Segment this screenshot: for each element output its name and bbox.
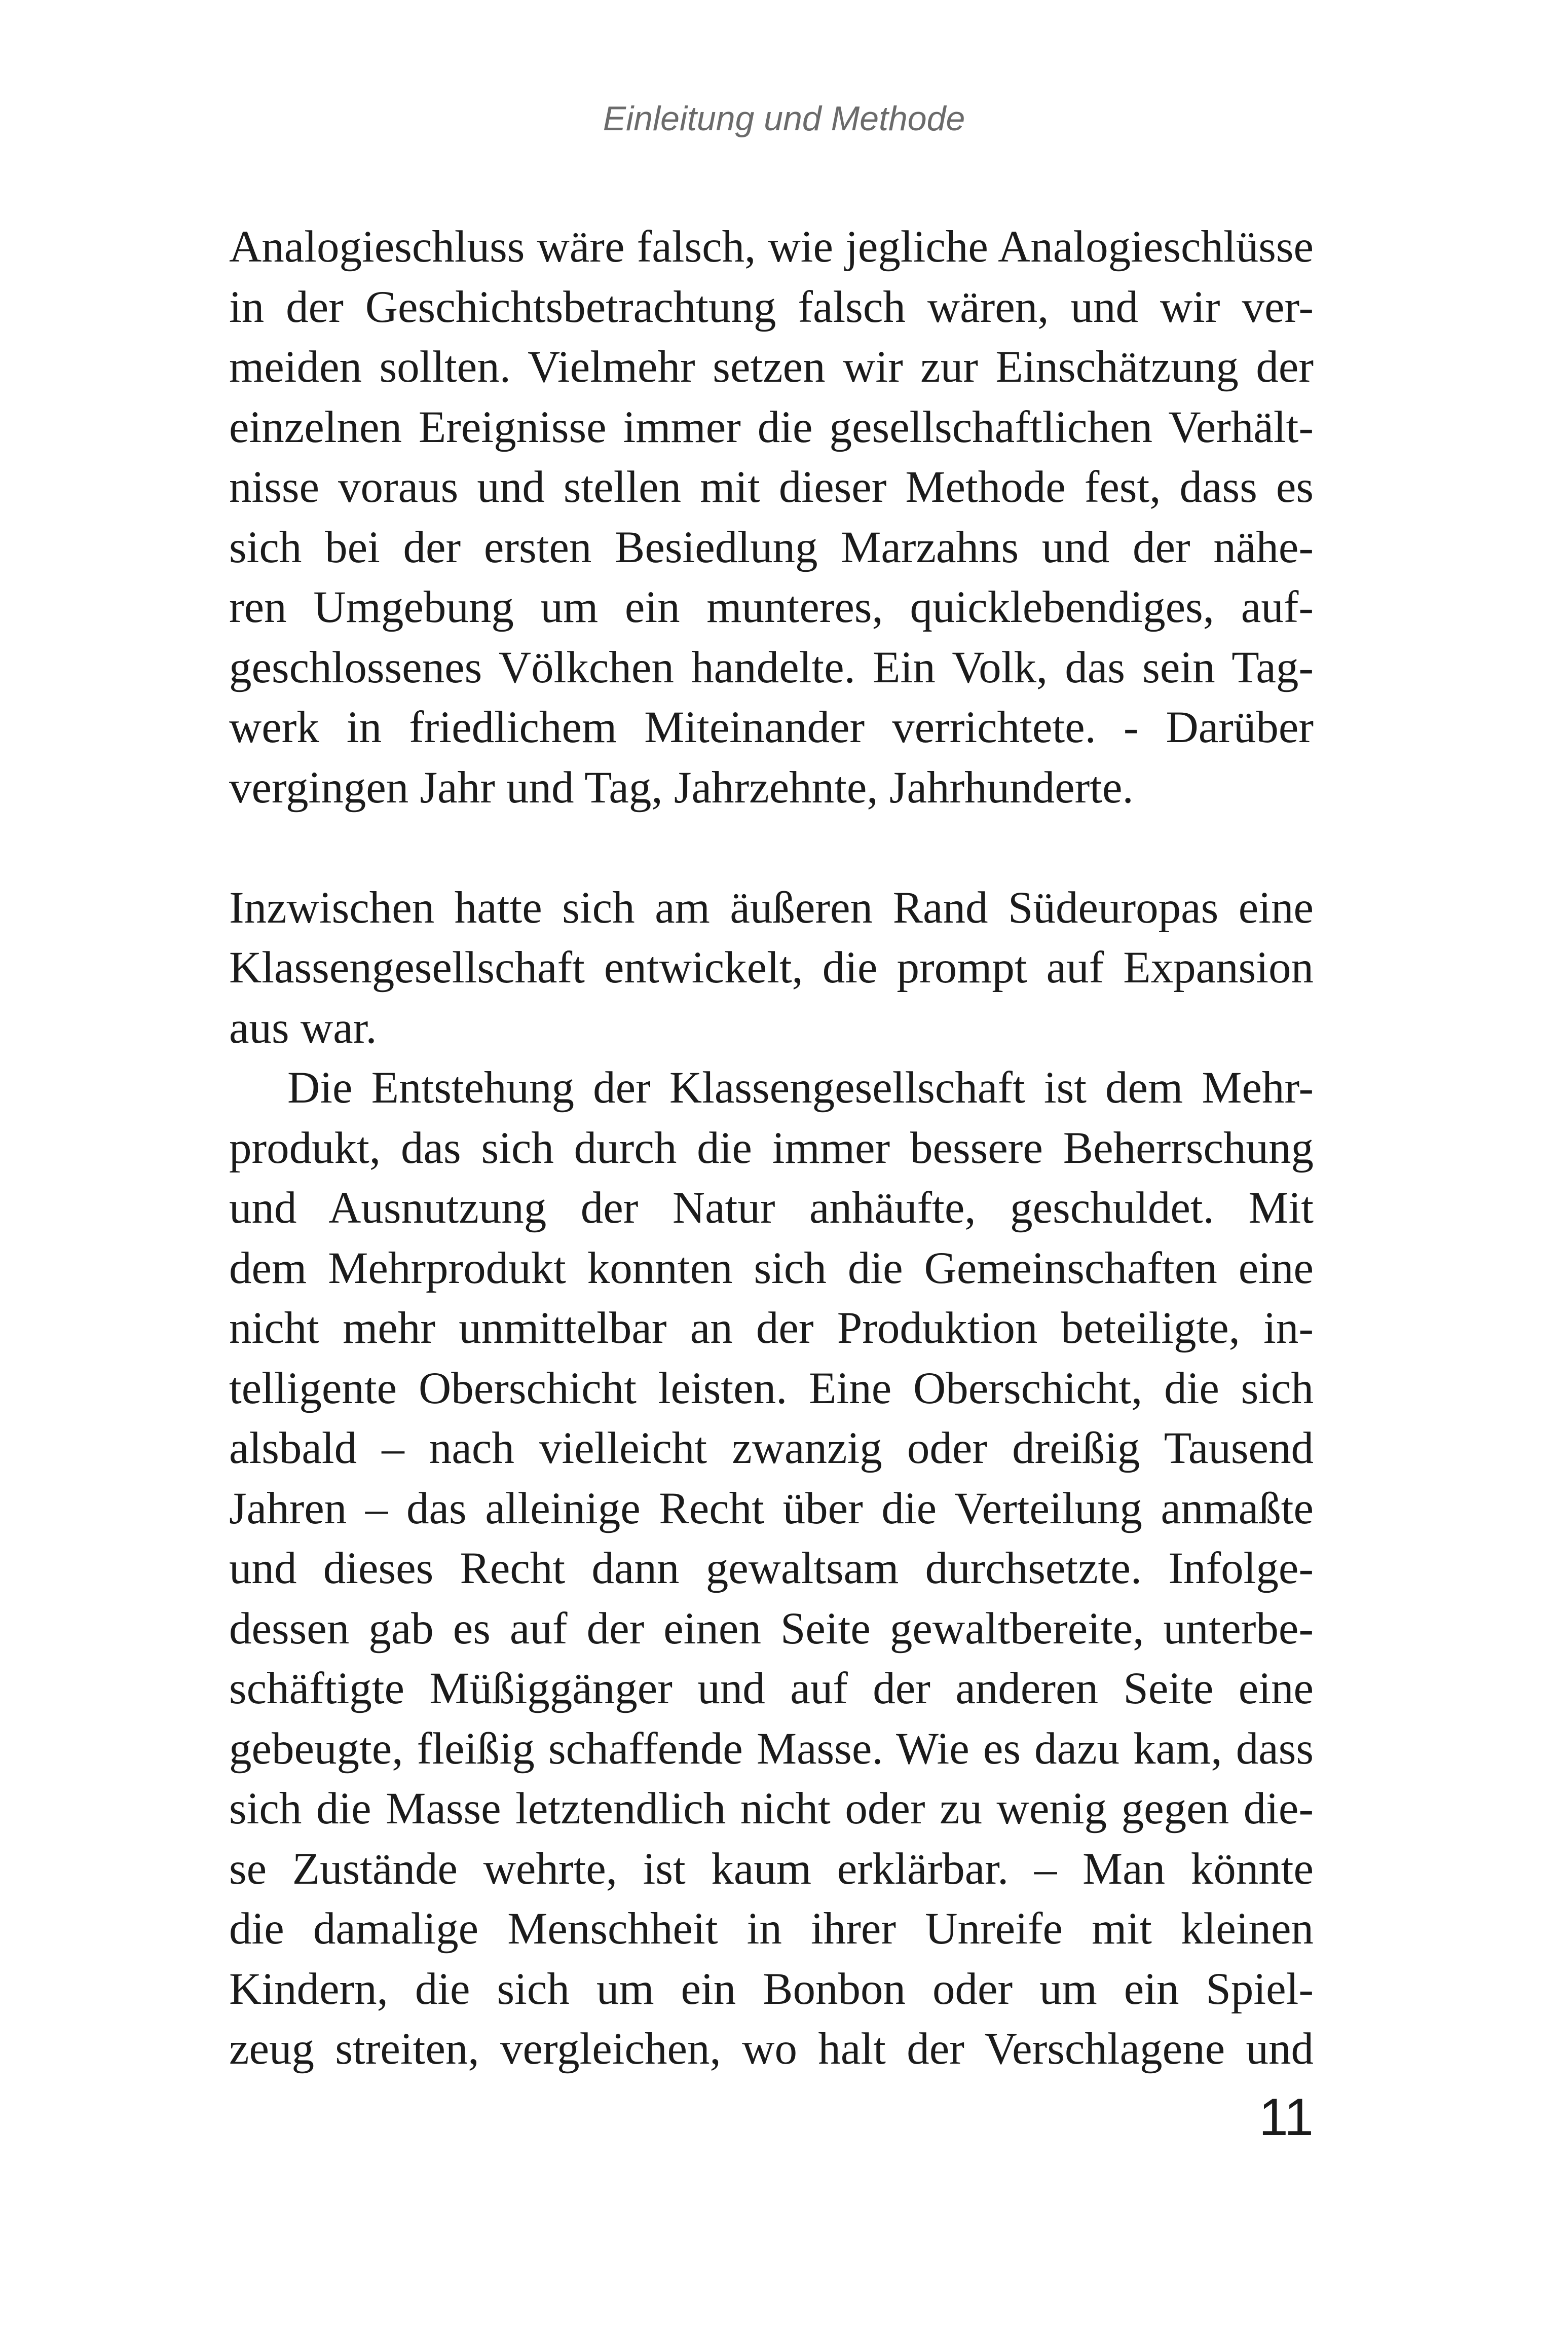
text-line: werk in friedlichem Miteinander verrichtete. - Darüber [229, 703, 1314, 752]
text-line: meiden sollten. Vielmehr setzen wir zur Einschätzung der [229, 342, 1314, 392]
text-line: Analogieschluss wäre falsch, wie jegliche Analogieschlüsse [229, 222, 1314, 272]
text-line: schäftigte Müßiggänger und auf der anderen Seite eine [229, 1664, 1314, 1713]
text-line: einzelnen Ereignisse immer die gesellschaftlichen Verhält- [229, 402, 1314, 452]
text-line: die damalige Menschheit in ihrer Unreife mit kleinen [229, 1904, 1314, 1954]
text-line: Inzwischen hatte sich am äußeren Rand Südeuropas eine [229, 883, 1314, 933]
text-line: produkt, das sich durch die immer bessere Beherrschung [229, 1123, 1314, 1173]
text-line: Jahren – das alleinige Recht über die Verteilung anmaßte [229, 1483, 1314, 1533]
text-line: sich die Masse letztendlich nicht oder zu wenig gegen die- [229, 1784, 1314, 1833]
running-header: Einleitung und Methode [603, 99, 965, 138]
text-line: Klassengesellschaft entwickelt, die prompt auf Expansion [229, 943, 1314, 993]
text-line: telligente Oberschicht leisten. Eine Oberschicht, die sich [229, 1363, 1314, 1413]
text-line: gebeugte, fleißig schaffende Masse. Wie es dazu kam, dass [229, 1723, 1314, 1774]
text-line: vergingen Jahr und Tag, Jahrzehnte, Jahrhunderte. [229, 762, 1134, 813]
text-line: dessen gab es auf der einen Seite gewaltbereite, unterbe- [229, 1603, 1314, 1654]
paragraph [229, 1058, 1314, 2079]
text-line: ren Umgebung um ein munteres, quicklebendiges, auf- [229, 582, 1314, 632]
text-line: alsbald – nach vielleicht zwanzig oder dreißig Tausend [229, 1423, 1314, 1473]
paragraph [229, 878, 1314, 1058]
paragraph [229, 217, 1314, 818]
text-line: nisse voraus und stellen mit dieser Methode fest, dass es [229, 462, 1314, 512]
paragraph-gap [229, 818, 1314, 878]
text-line: Kindern, die sich um ein Bonbon oder um ein Spiel- [229, 1964, 1314, 2014]
text-line: sich bei der ersten Besiedlung Marzahns und der nähe- [229, 522, 1314, 572]
text-line: geschlossenes Völkchen handelte. Ein Volk, das sein Tag- [229, 642, 1314, 692]
text-line: dem Mehrprodukt konnten sich die Gemeinschaften eine [229, 1243, 1314, 1293]
text-line: und dieses Recht dann gewaltsam durchsetzte. Infolge- [229, 1544, 1314, 1593]
body-text [229, 217, 1314, 2079]
text-line: Die Entstehung der Klassengesellschaft ist dem Mehr- [287, 1063, 1314, 1113]
text-line: zeug streiten, vergleichen, wo halt der Verschlagene und [229, 2024, 1314, 2074]
text-line: aus war. [229, 1003, 377, 1053]
text-line: nicht mehr unmittelbar an der Produktion beteiligte, in- [229, 1303, 1314, 1353]
text-line: und Ausnutzung der Natur anhäufte, geschuldet. Mit [229, 1183, 1314, 1233]
page-number: 11 [1259, 2088, 1314, 2147]
text-line: se Zustände wehrte, ist kaum erklärbar. – Man könnte [229, 1844, 1314, 1894]
text-line: in der Geschichtsbetrachtung falsch wären, und wir ver- [229, 282, 1314, 332]
